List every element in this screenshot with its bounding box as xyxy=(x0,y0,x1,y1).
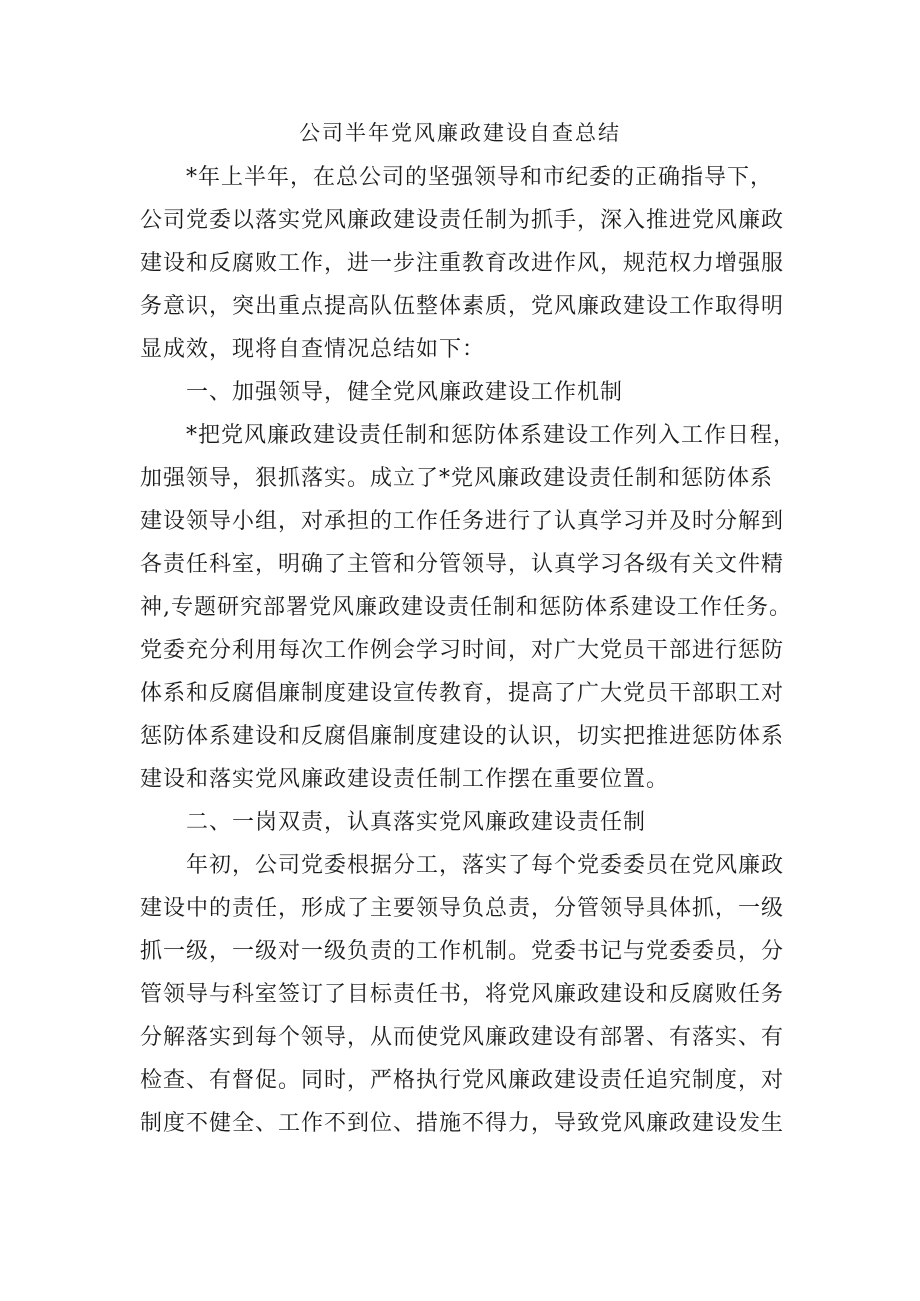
paragraph-line: *年上半年，在总公司的坚强领导和市纪委的正确指导下， xyxy=(186,165,774,190)
paragraph-line: 显成效，现将自查情况总结如下： xyxy=(140,337,486,362)
paragraph-line: 建设和落实党风廉政建设责任制工作摆在重要位置。 xyxy=(140,767,670,792)
paragraph-line: 神,专题研究部署党风廉政建设责任制和惩防体系建设工作任务。 xyxy=(140,595,792,620)
paragraph-line: 建设领导小组，对承担的工作任务进行了认真学习并及时分解到 xyxy=(140,509,785,534)
paragraph-line: 年初，公司党委根据分工，落实了每个党委委员在党风廉政 xyxy=(186,853,785,878)
section-heading-1: 一、加强领导，健全党风廉政建设工作机制 xyxy=(186,380,624,405)
paragraph-line: 务意识，突出重点提高队伍整体素质，党风廉政建设工作取得明 xyxy=(140,294,785,319)
paragraph-line: 抓一级，一级对一级负责的工作机制。党委书记与党委委员，分 xyxy=(140,939,785,964)
paragraph-line: 加强领导，狠抓落实。成立了*党风廉政建设责任制和惩防体系 xyxy=(140,466,774,491)
paragraph-line: 党委充分利用每次工作例会学习时间，对广大党员干部进行惩防 xyxy=(140,638,785,663)
paragraph-line: 检查、有督促。同时，严格执行党风廉政建设责任追究制度，对 xyxy=(140,1068,785,1093)
paragraph-line: 惩防体系建设和反腐倡廉制度建设的认识，切实把推进惩防体系 xyxy=(140,724,785,749)
paragraph-line: 建设中的责任，形成了主要领导负总责，分管领导具体抓，一级 xyxy=(140,896,785,921)
document-title: 公司半年党风廉政建设自查总结 xyxy=(299,121,621,145)
paragraph-line: 管领导与科室签订了目标责任书，将党风廉政建设和反腐败任务 xyxy=(140,982,785,1007)
paragraph-line: 制度不健全、工作不到位、措施不得力，导致党风廉政建设发生 xyxy=(140,1111,785,1136)
paragraph-line: 各责任科室，明确了主管和分管领导，认真学习各级有关文件精 xyxy=(140,552,785,577)
paragraph-line: 公司党委以落实党风廉政建设责任制为抓手，深入推进党风廉政 xyxy=(140,208,785,233)
paragraph-line: 分解落实到每个领导，从而使党风廉政建设有部署、有落实、有 xyxy=(140,1025,785,1050)
section-heading-2: 二、一岗双责，认真落实党风廉政建设责任制 xyxy=(186,810,647,835)
paragraph-line: *把党风廉政建设责任制和惩防体系建设工作列入工作日程， xyxy=(186,423,797,448)
paragraph-line: 建设和反腐败工作，进一步注重教育改进作风，规范权力增强服 xyxy=(140,251,785,276)
paragraph-line: 体系和反腐倡廉制度建设宣传教育，提高了广大党员干部职工对 xyxy=(140,681,785,706)
